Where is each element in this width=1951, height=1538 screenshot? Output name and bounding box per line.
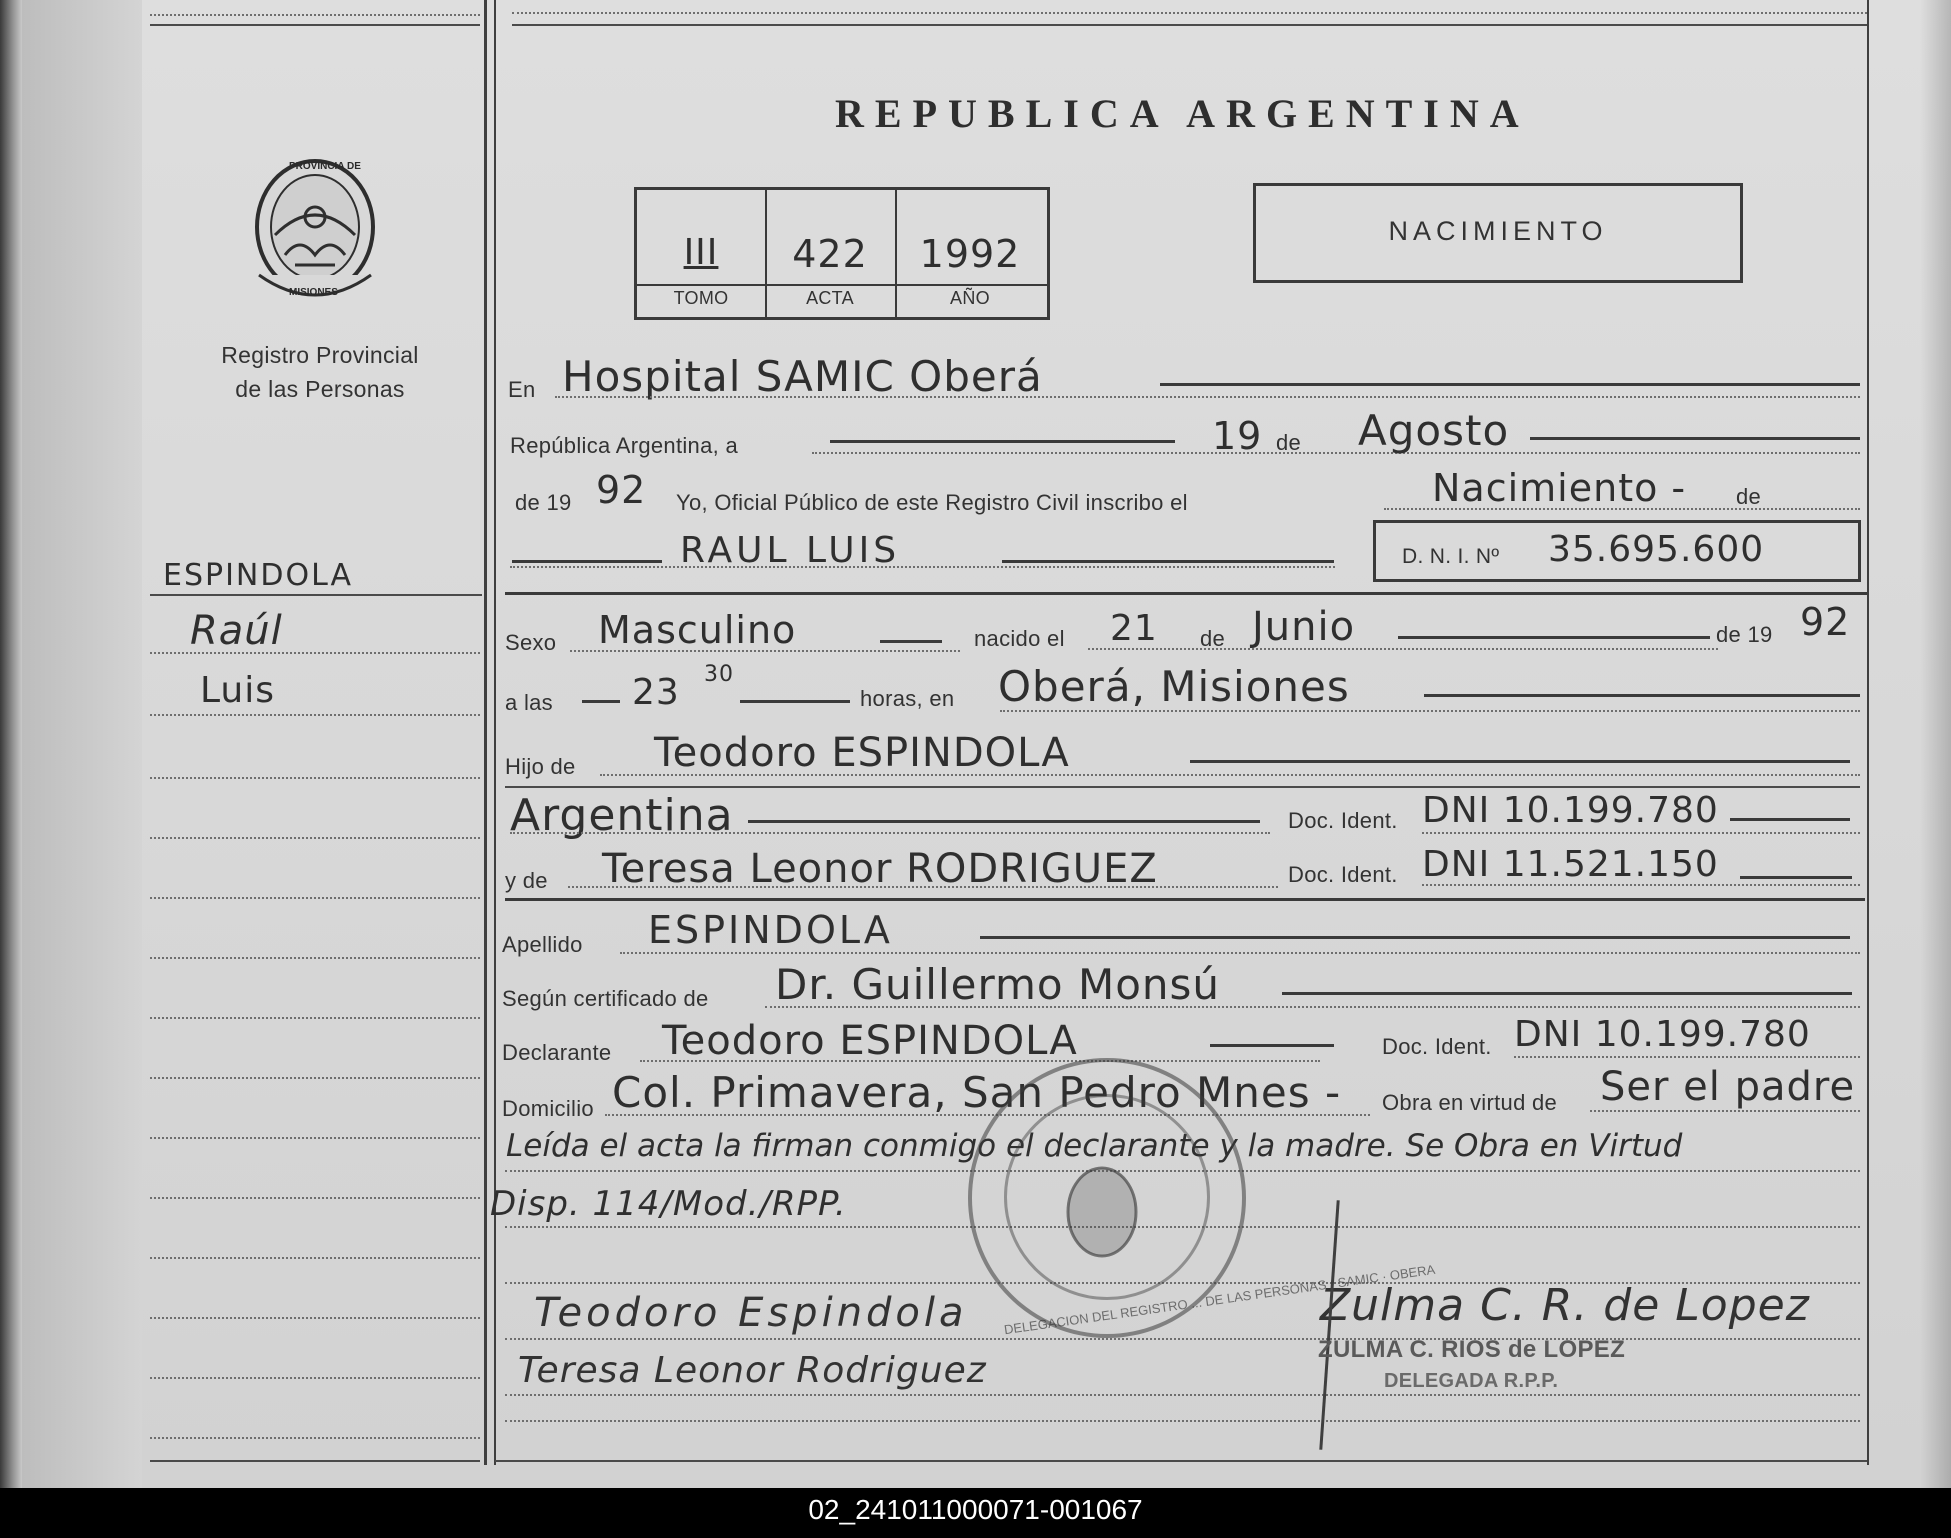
dni-value: 35.695.600 xyxy=(1548,529,1765,570)
apellido-label: Apellido xyxy=(502,932,583,957)
de19-label-2: de 19 xyxy=(1716,622,1773,647)
domicilio-value: Col. Primavera, San Pedro Mnes - xyxy=(612,1068,1342,1117)
acta-value: 422 xyxy=(792,232,868,276)
madre-value: Teresa Leonor RODRIGUEZ xyxy=(602,846,1158,892)
agency-name: Registro Provincial xyxy=(221,342,419,368)
column-divider xyxy=(494,0,496,1465)
footer-code: 02_241011000071-001067 xyxy=(808,1494,1143,1525)
nombre-value: RAUL LUIS xyxy=(680,530,901,571)
agency-name-line2: de las Personas xyxy=(235,376,405,402)
de-label: de xyxy=(1276,430,1302,455)
official-stamp-name: ZULMA C. RIOS de LOPEZ xyxy=(1318,1336,1626,1363)
lugar-value: Oberá, Misiones xyxy=(998,662,1350,711)
act-type: NACIMIENTO xyxy=(1388,216,1608,246)
sidebar-line xyxy=(150,652,480,654)
sidebar-line xyxy=(150,594,482,596)
obra-label: Obra en virtud de xyxy=(1382,1090,1558,1115)
ano-value: 1992 xyxy=(919,232,1021,276)
column-divider xyxy=(484,0,487,1465)
doc-ident-label: Doc. Ident. xyxy=(1288,808,1398,833)
declarante-label: Declarante xyxy=(502,1040,612,1065)
padre-doc-value: DNI 10.199.780 xyxy=(1422,790,1719,831)
segun-value: Dr. Guillermo Monsú xyxy=(775,960,1221,1009)
doc-ident-label-2: Doc. Ident. xyxy=(1288,862,1398,887)
padre-value: Teodoro ESPINDOLA xyxy=(654,730,1070,776)
month-value: Agosto xyxy=(1358,406,1510,455)
sidebar-line xyxy=(150,24,480,26)
form-line xyxy=(512,12,1867,14)
year-suffix: 92 xyxy=(596,468,647,512)
seal-top-text: PROVINCIA DE xyxy=(289,161,361,172)
ano-label: AÑO xyxy=(950,288,990,308)
apellido-value: ESPINDOLA xyxy=(648,908,893,952)
en-value: Hospital SAMIC Oberá xyxy=(562,352,1043,401)
right-border xyxy=(1867,0,1869,1465)
nacido-year: 92 xyxy=(1800,600,1851,644)
yde-label: y de xyxy=(505,868,548,893)
sidebar-line xyxy=(150,714,480,716)
seal-bottom-text: MISIONES xyxy=(289,287,338,298)
hora-value: 23 xyxy=(632,672,680,713)
domicilio-label: Domicilio xyxy=(502,1096,594,1121)
official-stamp-title: DELEGADA R.P.P. xyxy=(1384,1370,1559,1392)
republica-label: República Argentina, a xyxy=(510,433,738,458)
sidebar-name2: Luis xyxy=(200,670,275,711)
declarante-doc-value: DNI 10.199.780 xyxy=(1514,1014,1811,1055)
horas-label: horas, en xyxy=(860,686,955,711)
de-label-3: de xyxy=(1200,626,1226,651)
act-type-box xyxy=(1253,183,1743,283)
provincial-seal xyxy=(245,155,385,310)
padre-nacionalidad: Argentina xyxy=(510,790,734,841)
signature-mother: Teresa Leonor Rodriguez xyxy=(518,1350,987,1391)
sidebar-line xyxy=(150,14,480,16)
page-margin xyxy=(22,0,142,1488)
tomo-value: III xyxy=(683,232,719,273)
paper-shadow xyxy=(1920,0,1951,1488)
sexo-value: Masculino xyxy=(598,608,797,652)
form-line xyxy=(512,24,1867,26)
page-binding-edge xyxy=(0,0,22,1488)
registry-box xyxy=(634,187,1050,320)
minutos-value: 30 xyxy=(704,662,734,687)
madre-doc-value: DNI 11.521.150 xyxy=(1422,844,1719,885)
dni-label: D. N. I. Nº xyxy=(1402,545,1500,568)
tomo-label: TOMO xyxy=(673,288,729,308)
segun-label: Según certificado de xyxy=(502,986,709,1011)
obra-value: Ser el padre xyxy=(1600,1064,1856,1110)
doc-ident-label-3: Doc. Ident. xyxy=(1382,1034,1492,1059)
dni-box xyxy=(1373,520,1861,582)
oficial-text: Yo, Oficial Público de este Registro Civil inscribo el xyxy=(676,490,1188,515)
declarante-value: Teodoro ESPINDOLA xyxy=(662,1018,1078,1064)
nacido-month: Junio xyxy=(1252,604,1356,650)
sidebar-name1: Raúl xyxy=(190,608,283,654)
sidebar-surname: ESPINDOLA xyxy=(163,558,354,593)
acta-label: ACTA xyxy=(806,288,854,308)
signature-official: Zulma C. R. de Lopez xyxy=(1320,1280,1810,1331)
inscribo-value: Nacimiento - xyxy=(1432,466,1687,510)
nacido-day: 21 xyxy=(1110,608,1158,649)
en-label: En xyxy=(508,377,536,402)
page-title: REPUBLICA ARGENTINA xyxy=(835,91,1530,136)
stamp-emblem xyxy=(972,1062,1242,1334)
nacido-label: nacido el xyxy=(974,626,1065,651)
de19-label: de 19 xyxy=(515,490,572,515)
hijo-label: Hijo de xyxy=(505,754,576,779)
office-stamp-text: DELEGACION DEL REGISTRO ... DE LAS PERSONAS · SAMIC · OBERA xyxy=(1003,1261,1437,1338)
nota-line2: Disp. 114/Mod./RPP. xyxy=(490,1184,847,1224)
alas-label: a las xyxy=(505,690,553,715)
day-value: 19 xyxy=(1212,414,1263,458)
de-label-2: de xyxy=(1736,484,1762,509)
signature-father: Teodoro Espindola xyxy=(534,1290,968,1336)
sexo-label: Sexo xyxy=(505,630,557,655)
nota-line1: Leída el acta la firman conmigo el declarante y la madre. Se Obra en Virtud xyxy=(506,1128,1683,1164)
